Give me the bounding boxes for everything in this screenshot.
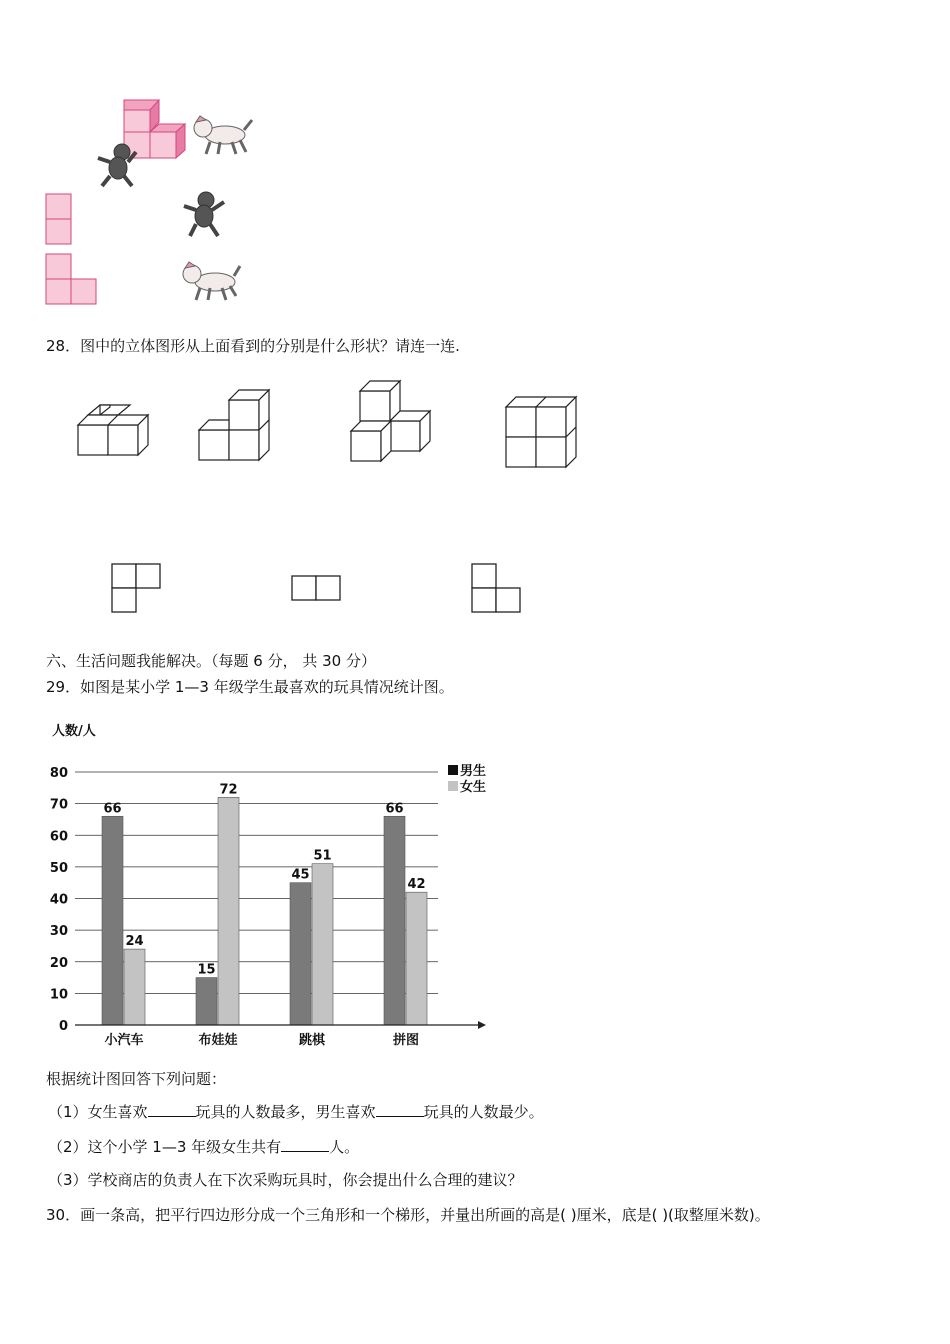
bar-boys <box>102 816 123 1025</box>
answer-blank-3[interactable] <box>281 1137 329 1152</box>
x-category-label: 小汽车 <box>104 1033 144 1048</box>
bar-value-label: 66 <box>103 801 122 817</box>
q30-body: 画一条高，把平行四边形分成一个三角形和一个梯形，并量出所画的高是( )厘米，底是( )(取整厘米数)。 <box>80 1206 770 1224</box>
y-tick-label: 40 <box>49 892 68 908</box>
bar-girls <box>406 892 427 1025</box>
y-tick-label: 10 <box>49 987 68 1003</box>
view-shape-a <box>46 194 71 244</box>
bar-value-label: 45 <box>291 867 310 883</box>
legend-swatch <box>448 765 458 775</box>
q29-sub2-part-a: （2）这个小学 1—3 年级女生共有 <box>48 1138 282 1156</box>
legend-swatch <box>448 781 458 791</box>
q28-body: 图中的立体图形从上面看到的分别是什么形状？请连一连. <box>80 337 460 355</box>
q30-text <box>46 1205 770 1225</box>
q29-sub1-part-c: 玩具的人数最少。 <box>423 1103 544 1121</box>
top-view-3 <box>472 564 520 612</box>
x-category-label: 跳棋 <box>298 1033 326 1048</box>
q29-sub1 <box>48 1102 544 1122</box>
solid-2 <box>199 390 269 460</box>
q28-top-views <box>100 560 540 620</box>
dog-icon <box>194 116 252 154</box>
q28-number: 28． <box>46 337 81 355</box>
q29-sub2-part-b: 人。 <box>329 1138 360 1156</box>
q29-sub1-part-a: （1）女生喜欢 <box>48 1103 148 1121</box>
legend-label: 女生 <box>460 780 487 795</box>
dog-icon <box>183 262 240 300</box>
toy-bar-chart <box>40 715 510 1055</box>
bar-value-label: 42 <box>407 877 426 893</box>
bar-boys <box>196 978 217 1025</box>
y-tick-label: 0 <box>58 1019 68 1034</box>
q30-number: 30． <box>46 1206 81 1224</box>
bar-value-label: 24 <box>125 934 144 950</box>
bar-girls <box>312 864 333 1025</box>
pink-cube-stack <box>124 100 185 158</box>
y-tick-label: 60 <box>49 829 68 845</box>
q29-body: 如图是某小学 1—3 年级学生最喜欢的玩具情况统计图。 <box>80 678 454 696</box>
top-view-1 <box>112 564 160 612</box>
q28-text <box>46 336 460 356</box>
q29-sub3: （3）学校商店的负责人在下次采购玩具时，你会提出什么合理的建议？ <box>48 1171 523 1189</box>
q29-text <box>46 677 454 697</box>
view-shape-b <box>46 254 96 304</box>
y-tick-label: 50 <box>49 860 68 876</box>
monkey-icon <box>184 192 224 236</box>
monkey-icon <box>98 144 136 186</box>
answer-blank-1[interactable] <box>148 1102 196 1117</box>
y-tick-label: 70 <box>49 797 68 813</box>
x-category-label: 布娃娃 <box>198 1033 238 1048</box>
views-illustration <box>40 90 270 310</box>
bar-value-label: 15 <box>197 962 216 978</box>
q29-number: 29． <box>46 678 81 696</box>
y-tick-label: 80 <box>49 766 68 781</box>
x-category-label: 拼图 <box>392 1033 420 1048</box>
section6-title: 六、生活问题我能解决。（每题 6 分， 共 30 分） <box>46 652 376 670</box>
bar-value-label: 66 <box>385 801 404 817</box>
bar-boys <box>384 816 405 1025</box>
solid-3 <box>351 381 430 461</box>
y-tick-label: 20 <box>49 955 68 971</box>
solid-1 <box>78 405 148 455</box>
q28-solids <box>70 375 590 475</box>
bar-girls <box>124 949 145 1025</box>
q29-sub1-part-b: 玩具的人数最多，男生喜欢 <box>195 1103 376 1121</box>
q29-prompt: 根据统计图回答下列问题： <box>46 1070 227 1088</box>
y-axis-label: 人数/人 <box>52 724 96 739</box>
bar-value-label: 72 <box>219 782 238 798</box>
y-tick-label: 30 <box>49 924 68 940</box>
bar-boys <box>290 883 311 1025</box>
solid-4 <box>506 397 576 467</box>
q29-sub2 <box>48 1137 359 1157</box>
legend-label: 男生 <box>460 764 487 779</box>
answer-blank-2[interactable] <box>376 1102 424 1117</box>
x-axis-arrow <box>478 1021 486 1029</box>
bar-value-label: 51 <box>313 848 332 864</box>
bar-girls <box>218 797 239 1025</box>
top-view-2 <box>292 576 340 600</box>
